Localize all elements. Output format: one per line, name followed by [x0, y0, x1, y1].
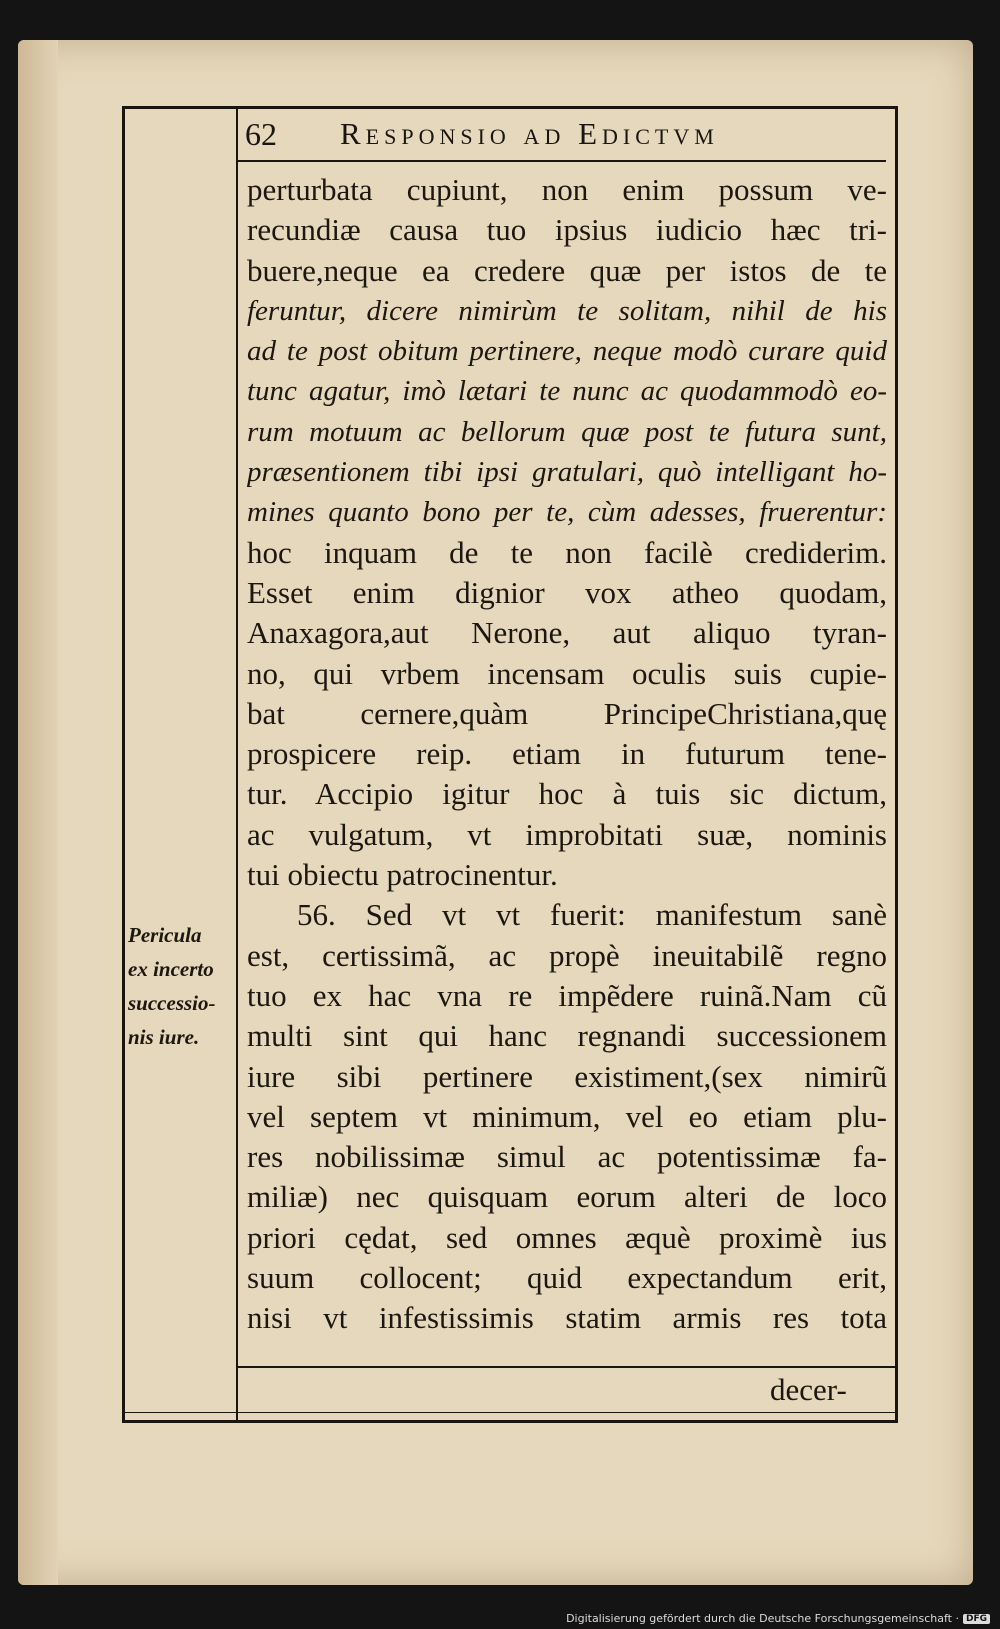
marginal-note — [128, 918, 238, 1054]
running-head: Responsio ad Edictvm — [340, 116, 719, 151]
text-line: tuo ex hac vna re impẽdere ruinã.Nam cũ — [247, 977, 887, 1013]
marginal-note-line: Pericula — [128, 923, 202, 947]
frame-left-rule — [122, 106, 125, 1421]
text-line: miliæ) nec quisquam eorum alteri de loco — [247, 1179, 887, 1215]
text-line: res nobilissimæ simul ac potentissimæ fa- — [247, 1139, 887, 1175]
text-line: ac vulgatum, vt improbitati suæ, nominis — [247, 816, 887, 852]
page-edge — [18, 40, 58, 1585]
text-line: multi sint qui hanc regnandi successionem — [247, 1018, 887, 1054]
text-line: 56. Sed vt vt fuerit: manifestum sanè — [297, 897, 887, 933]
text-line: tur. Accipio igitur hoc à tuis sic dictum, — [247, 776, 887, 812]
text-line: bat cernere,quàm PrincipeChristiana,quę — [247, 695, 887, 731]
marginal-note-line: ex incerto — [128, 957, 214, 981]
text-line: priori cędat, sed omnes æquè proximè ius — [247, 1219, 887, 1255]
marginal-note-line: nis iure. — [128, 1025, 200, 1049]
frame-bottom-rule — [122, 1420, 898, 1423]
text-line: tui obiectu patrocinentur. — [247, 857, 558, 893]
page-header — [245, 116, 875, 162]
text-line: perturbata cupiunt, non enim possum ve- — [247, 172, 887, 207]
dfg-logo: DFG — [963, 1614, 990, 1624]
credit-text: Digitalisierung gefördert durch die Deutsche Forschungsgemeinschaft · — [566, 1612, 959, 1625]
text-line: no, qui vrbem incensam oculis suis cupie- — [247, 655, 887, 691]
text-line: iure sibi pertinere existiment,(sex nimirũ — [247, 1058, 887, 1094]
text-line: Esset enim dignior vox atheo quodam, — [247, 574, 887, 610]
text-line: hoc inquam de te non facilè crediderim. — [247, 534, 887, 570]
frame-top-rule — [122, 106, 898, 109]
marginal-note-line: successio- — [128, 991, 216, 1015]
text-line: mines quanto bono per te, cùm adesses, fruerentur: — [247, 496, 887, 529]
text-line: suum collocent; quid expectandum erit, — [247, 1260, 887, 1296]
frame-right-rule — [895, 106, 898, 1421]
body-text — [247, 170, 887, 1339]
page-number: 62 — [245, 116, 277, 152]
digitization-credit — [566, 1612, 990, 1625]
text-line: tunc agatur, imò lætari te nunc ac quodammodò eo- — [247, 375, 887, 408]
text-bottom-rule — [236, 1366, 896, 1368]
text-line: vel septem vt minimum, vel eo etiam plu- — [247, 1098, 887, 1134]
text-line: rum motuum ac bellorum quæ post te futura sunt, — [247, 415, 887, 448]
text-line: buere,neque ea credere quæ per istos de te — [247, 252, 887, 288]
text-line: feruntur, dicere nimirùm te solitam, nihil de his — [247, 294, 887, 327]
margin-gutter-rule — [236, 106, 238, 1421]
text-line: nisi vt infestissimis statim armis res tota — [247, 1300, 887, 1336]
text-line: præsentionem tibi ipsi gratulari, quò intelligant ho- — [247, 456, 887, 489]
text-line: ad te post obitum pertinere, neque modò curare quid — [247, 335, 887, 368]
text-line: recundiæ causa tuo ipsius iudicio hæc tri- — [247, 212, 887, 248]
catchword: decer- — [770, 1372, 847, 1407]
text-line: prospicere reip. etiam in futurum tene- — [247, 736, 887, 772]
frame-bottom-thin-rule — [122, 1412, 898, 1413]
text-line: Anaxagora,aut Nerone, aut aliquo tyran- — [247, 615, 887, 651]
text-line: est, certissimã, ac propè ineuitabilẽ regno — [247, 937, 887, 973]
